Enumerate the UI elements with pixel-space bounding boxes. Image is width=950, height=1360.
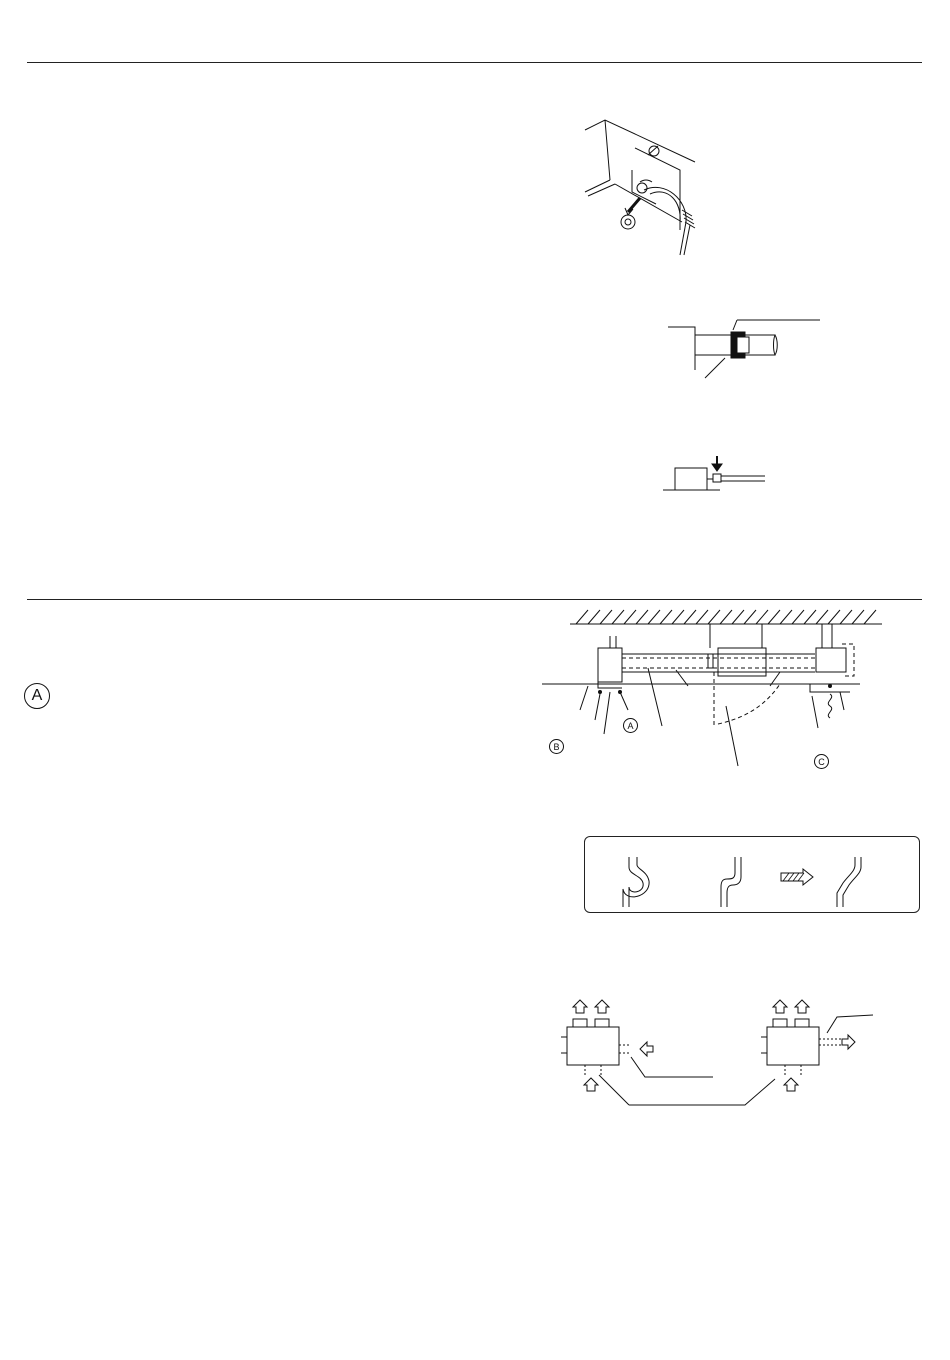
marker-c-duct-label: C [818, 756, 825, 767]
marker-b-duct-label: B [553, 741, 560, 752]
air-flow-drawing [555, 995, 885, 1110]
pipe-band-figure [665, 310, 825, 380]
drain-piping-drawing [540, 606, 885, 776]
marker-b-duct [549, 739, 564, 754]
marker-a-duct [623, 718, 638, 733]
section-rule-middle [27, 599, 922, 600]
pipe-shape-drawing [585, 837, 919, 912]
water-pour-drawing [660, 452, 770, 497]
pipe-band-drawing [665, 310, 825, 380]
water-pour-figure [660, 452, 770, 497]
section-rule-top [27, 62, 922, 63]
marker-c-duct [814, 754, 829, 769]
hatched-right-arrow-icon [781, 869, 813, 885]
drain-piping-figure [540, 606, 885, 776]
marker-a-duct-label: A [627, 720, 634, 731]
marker-a-label: A [31, 687, 43, 704]
marker-a-circle [24, 683, 50, 709]
pipe-shape-box [584, 836, 920, 913]
drain-plug-figure [570, 110, 720, 260]
air-flow-figure [555, 995, 885, 1110]
drain-plug-drawing [570, 110, 720, 260]
